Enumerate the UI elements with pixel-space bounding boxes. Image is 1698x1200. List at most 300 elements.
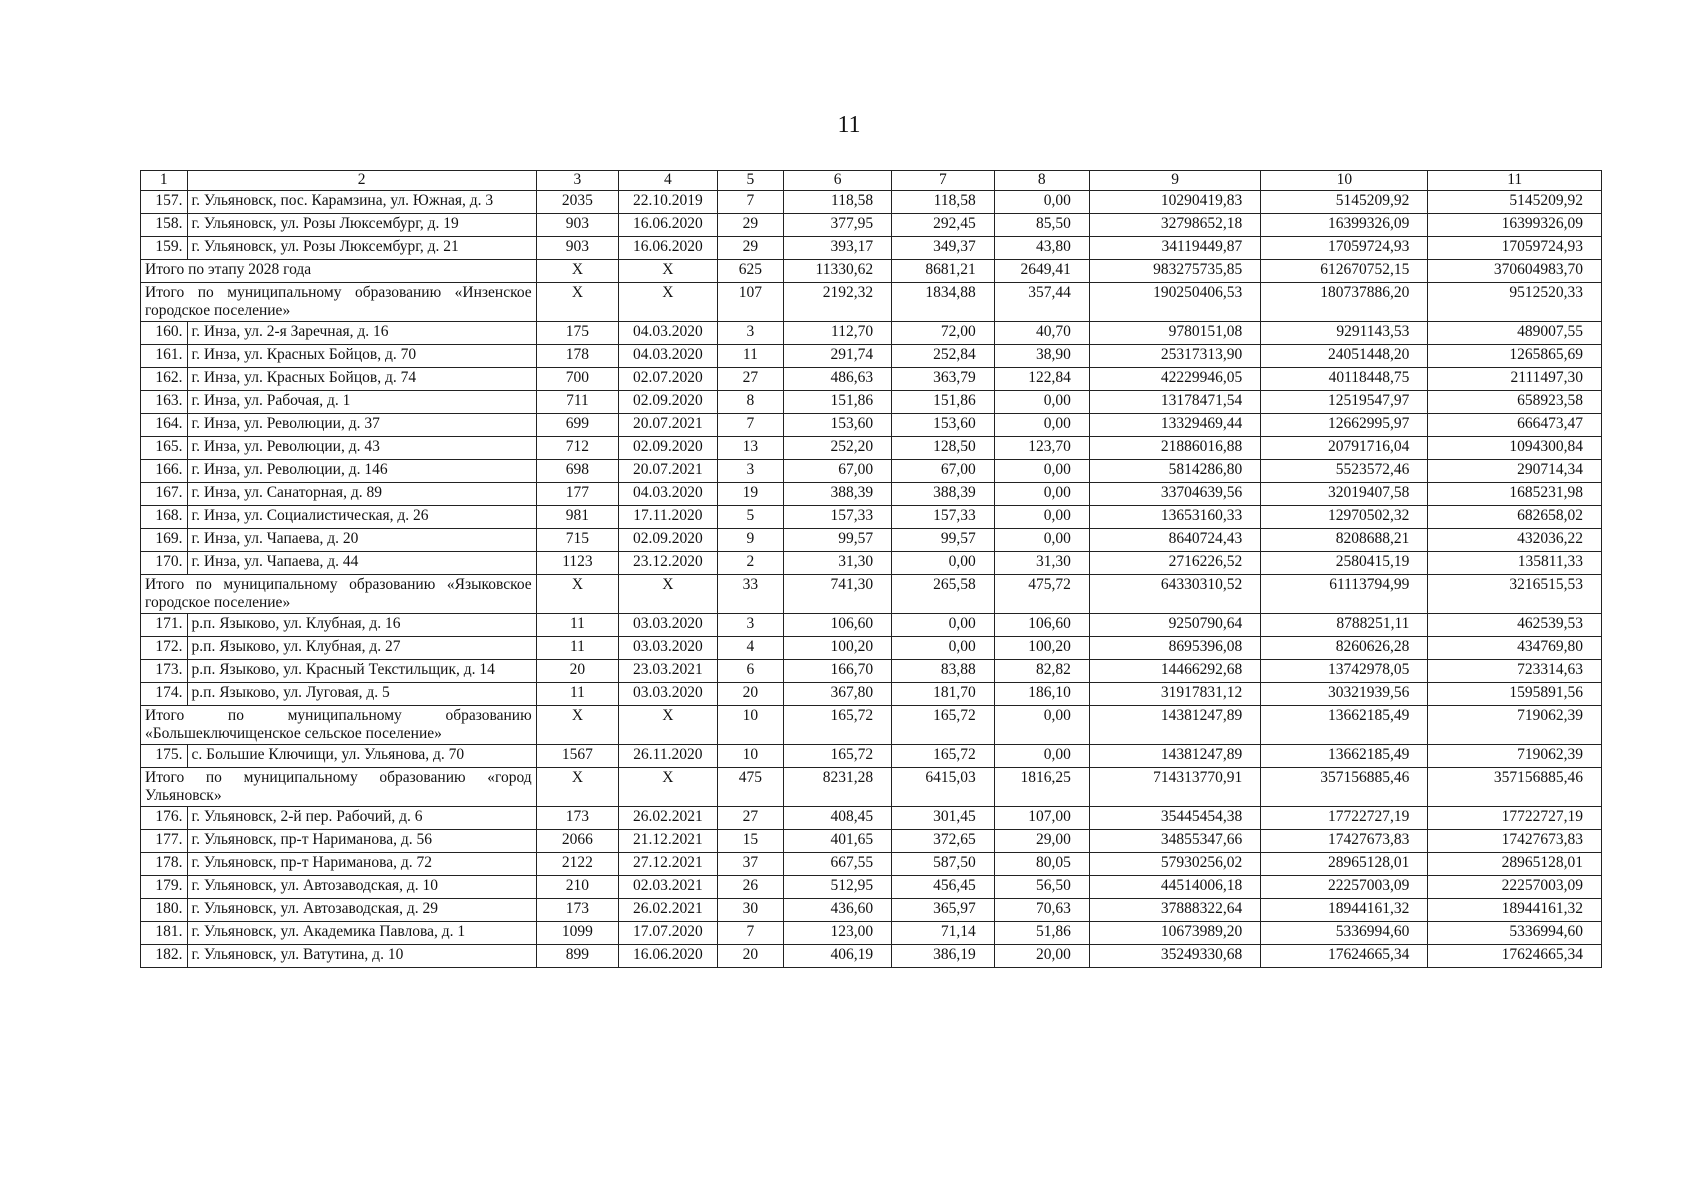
table-cell: 8788251,11 [1261,614,1428,637]
table-cell: 26 [717,876,784,899]
table-cell: 151,86 [784,391,892,414]
table-cell: 6415,03 [892,768,995,807]
table-cell: 99,57 [784,529,892,552]
table-cell: 14466292,68 [1089,660,1260,683]
table-cell: 365,97 [892,899,995,922]
table-cell: 172. [141,637,188,660]
table-cell: 04.03.2020 [619,322,717,345]
table-cell: 169. [141,529,188,552]
table-cell: 983275735,85 [1089,260,1260,283]
table-cell: 2716226,52 [1089,552,1260,575]
table-cell: 741,30 [784,575,892,614]
subtotal-row [141,706,1602,745]
table-cell: 489007,55 [1428,322,1602,345]
table-cell: 456,45 [892,876,995,899]
table-cell: 711 [536,391,619,414]
table-cell: 03.03.2020 [619,683,717,706]
table-cell: 349,37 [892,237,995,260]
table-cell: 82,82 [994,660,1089,683]
table-cell: 5336994,60 [1261,922,1428,945]
table-cell: 9250790,64 [1089,614,1260,637]
subtotal-label-cell: Итого по муниципальному образованию «Большеключищенское сельское поселение» [141,706,537,745]
table-cell: г. Ульяновск, пр-т Нариманова, д. 56 [187,830,536,853]
table-cell: г. Ульяновск, ул. Ватутина, д. 10 [187,945,536,968]
table-cell: 903 [536,214,619,237]
table-cell: 26.11.2020 [619,745,717,768]
table-cell: 2 [717,552,784,575]
table-cell: 17624665,34 [1428,945,1602,968]
table-cell: 8681,21 [892,260,995,283]
table-cell: 176. [141,807,188,830]
table-cell: 23.12.2020 [619,552,717,575]
table-cell: 26.02.2021 [619,899,717,922]
table-cell: 165. [141,437,188,460]
table-cell: 20791716,04 [1261,437,1428,460]
table-cell: 9291143,53 [1261,322,1428,345]
table-cell: 174. [141,683,188,706]
table-cell: г. Ульяновск, пр-т Нариманова, д. 72 [187,853,536,876]
table-cell: 11 [717,345,784,368]
table-cell: 171. [141,614,188,637]
table-cell: 12519547,97 [1261,391,1428,414]
table-cell: 30321939,56 [1261,683,1428,706]
table-row [141,368,1602,391]
table-cell: 357156885,46 [1261,768,1428,807]
table-cell: 0,00 [994,706,1089,745]
table-cell: г. Ульяновск, 2-й пер. Рабочий, д. 6 [187,807,536,830]
column-header: 11 [1428,171,1602,191]
table-cell: 02.09.2020 [619,391,717,414]
subtotal-row [141,575,1602,614]
table-row [141,214,1602,237]
table-cell: 31,30 [784,552,892,575]
table-cell: 123,00 [784,922,892,945]
table-cell: 179. [141,876,188,899]
table-cell: 107,00 [994,807,1089,830]
table-cell: 165,72 [784,706,892,745]
table-cell: 292,45 [892,214,995,237]
table-cell: 18944161,32 [1428,899,1602,922]
table-cell: 0,00 [994,191,1089,214]
table-cell: 9512520,33 [1428,283,1602,322]
table-cell: 16399326,09 [1428,214,1602,237]
table-cell: 28965128,01 [1261,853,1428,876]
table-cell: 14381247,89 [1089,706,1260,745]
table-cell: 19 [717,483,784,506]
table-cell: 20,00 [994,945,1089,968]
table-cell: 1685231,98 [1428,483,1602,506]
table-cell: 17059724,93 [1261,237,1428,260]
table-row [141,552,1602,575]
table-row [141,391,1602,414]
table-cell: г. Инза, ул. Революции, д. 146 [187,460,536,483]
table-cell: 83,88 [892,660,995,683]
table-cell: 393,17 [784,237,892,260]
table-cell: 625 [717,260,784,283]
subtotal-label-cell: Итого по муниципальному образованию «Инзенское городское поселение» [141,283,537,322]
subtotal-row [141,260,1602,283]
table-cell: 61113794,99 [1261,575,1428,614]
table-row [141,637,1602,660]
table-cell: 173 [536,899,619,922]
table-row [141,922,1602,945]
table-cell: 20 [536,660,619,683]
table-row [141,437,1602,460]
table-cell: 5814286,80 [1089,460,1260,483]
table-cell: 386,19 [892,945,995,968]
table-cell: 186,10 [994,683,1089,706]
table-cell: 180737886,20 [1261,283,1428,322]
table-cell: 43,80 [994,237,1089,260]
table-cell: 106,60 [994,614,1089,637]
table-cell: 13662185,49 [1261,706,1428,745]
table-cell: 27.12.2021 [619,853,717,876]
subtotal-row [141,768,1602,807]
table-cell: 10290419,83 [1089,191,1260,214]
table-cell: 17624665,34 [1261,945,1428,968]
table-cell: 32798652,18 [1089,214,1260,237]
subtotal-label-cell: Итого по этапу 2028 года [141,260,537,283]
table-cell: г. Ульяновск, ул. Академика Павлова, д. 1 [187,922,536,945]
table-cell: 20.07.2021 [619,414,717,437]
table-cell: 2192,32 [784,283,892,322]
table-cell: 6 [717,660,784,683]
subtotal-label-cell: Итого по муниципальному образованию «город Ульяновск» [141,768,537,807]
table-cell: 1094300,84 [1428,437,1602,460]
table-cell: г. Ульяновск, пос. Карамзина, ул. Южная, д. 3 [187,191,536,214]
table-cell: 10673989,20 [1089,922,1260,945]
table-cell: 377,95 [784,214,892,237]
table-cell: 67,00 [784,460,892,483]
table-cell: 35249330,68 [1089,945,1260,968]
table-cell: г. Ульяновск, ул. Автозаводская, д. 10 [187,876,536,899]
column-header: 6 [784,171,892,191]
table-cell: 190250406,53 [1089,283,1260,322]
table-cell: X [536,575,619,614]
table-cell: 128,50 [892,437,995,460]
table-row [141,191,1602,214]
table-cell: 27 [717,807,784,830]
table-cell: 290714,34 [1428,460,1602,483]
table-cell: 370604983,70 [1428,260,1602,283]
table-cell: 981 [536,506,619,529]
table-cell: г. Ульяновск, ул. Розы Люксембург, д. 21 [187,237,536,260]
table-cell: 22257003,09 [1428,876,1602,899]
column-header: 5 [717,171,784,191]
table-cell: 03.03.2020 [619,614,717,637]
column-header: 1 [141,171,188,191]
table-body [141,191,1602,968]
table-cell: г. Инза, ул. Красных Бойцов, д. 70 [187,345,536,368]
table-row [141,899,1602,922]
table-cell: 11 [536,614,619,637]
table-cell: 475 [717,768,784,807]
table-row [141,660,1602,683]
table-cell: 903 [536,237,619,260]
table-cell: X [536,283,619,322]
table-cell: 408,45 [784,807,892,830]
table-cell: 475,72 [994,575,1089,614]
table-cell: 698 [536,460,619,483]
table-cell: 175 [536,322,619,345]
table-cell: 2066 [536,830,619,853]
table-cell: 723314,63 [1428,660,1602,683]
table-cell: 118,58 [892,191,995,214]
table-cell: 37888322,64 [1089,899,1260,922]
table-cell: 02.09.2020 [619,529,717,552]
table-cell: 434769,80 [1428,637,1602,660]
table-cell: 16399326,09 [1261,214,1428,237]
table-cell: 1265865,69 [1428,345,1602,368]
subtotal-row [141,283,1602,322]
table-cell: 17427673,83 [1261,830,1428,853]
table-cell: 166. [141,460,188,483]
table-cell: 666473,47 [1428,414,1602,437]
table-cell: г. Инза, ул. Социалистическая, д. 26 [187,506,536,529]
table-cell: 21.12.2021 [619,830,717,853]
table-cell: г. Инза, ул. Революции, д. 43 [187,437,536,460]
table-cell: 0,00 [892,637,995,660]
column-header: 7 [892,171,995,191]
table-cell: г. Инза, ул. Революции, д. 37 [187,414,536,437]
table-cell: 31,30 [994,552,1089,575]
table-cell: 38,90 [994,345,1089,368]
table-cell: 0,00 [994,506,1089,529]
table-cell: 291,74 [784,345,892,368]
column-header: 10 [1261,171,1428,191]
table-row [141,745,1602,768]
table-cell: 682658,02 [1428,506,1602,529]
table-cell: 3 [717,460,784,483]
table-cell: 163. [141,391,188,414]
table-cell: 486,63 [784,368,892,391]
table-cell: 512,95 [784,876,892,899]
table-cell: 67,00 [892,460,995,483]
table-cell: 159. [141,237,188,260]
table-cell: 11 [536,683,619,706]
table-cell: 265,58 [892,575,995,614]
table-cell: 712 [536,437,619,460]
table-cell: 5336994,60 [1428,922,1602,945]
table-cell: 118,58 [784,191,892,214]
table-cell: 17427673,83 [1428,830,1602,853]
table-cell: 22257003,09 [1261,876,1428,899]
column-header: 2 [187,171,536,191]
table-cell: 2122 [536,853,619,876]
table-cell: 99,57 [892,529,995,552]
table-cell: 13742978,05 [1261,660,1428,683]
table-cell: 123,70 [994,437,1089,460]
table-cell: 04.03.2020 [619,345,717,368]
table-cell: 11 [536,637,619,660]
table-cell: 24051448,20 [1261,345,1428,368]
table-cell: 0,00 [994,460,1089,483]
table-cell: 17722727,19 [1428,807,1602,830]
table-cell: 18944161,32 [1261,899,1428,922]
table-cell: 367,80 [784,683,892,706]
table-cell: 13 [717,437,784,460]
table-cell: 2580415,19 [1261,552,1428,575]
table-cell: г. Инза, ул. Санаторная, д. 89 [187,483,536,506]
table-cell: г. Ульяновск, ул. Автозаводская, д. 29 [187,899,536,922]
table-cell: 40,70 [994,322,1089,345]
table-cell: 12970502,32 [1261,506,1428,529]
table-row [141,414,1602,437]
table-cell: 03.03.2020 [619,637,717,660]
table-cell: 106,60 [784,614,892,637]
table-cell: 173 [536,807,619,830]
table-cell: р.п. Языково, ул. Клубная, д. 27 [187,637,536,660]
table-cell: р.п. Языково, ул. Луговая, д. 5 [187,683,536,706]
table-cell: 5145209,92 [1428,191,1602,214]
table-cell: 252,20 [784,437,892,460]
table-cell: 7 [717,922,784,945]
table-cell: 164. [141,414,188,437]
table-cell: 210 [536,876,619,899]
data-table [140,170,1602,968]
table-cell: 44514006,18 [1089,876,1260,899]
table-cell: 1099 [536,922,619,945]
table-cell: 5145209,92 [1261,191,1428,214]
table-cell: 8208688,21 [1261,529,1428,552]
table-cell: 22.10.2019 [619,191,717,214]
table-cell: 719062,39 [1428,706,1602,745]
table-cell: 0,00 [994,391,1089,414]
table-cell: 34119449,87 [1089,237,1260,260]
table-cell: 57930256,02 [1089,853,1260,876]
table-cell: 715 [536,529,619,552]
table-cell: 135811,33 [1428,552,1602,575]
table-cell: X [619,768,717,807]
table-cell: 02.03.2021 [619,876,717,899]
table-cell: 401,65 [784,830,892,853]
table-cell: 10 [717,745,784,768]
table-cell: 56,50 [994,876,1089,899]
table-cell: 1816,25 [994,768,1089,807]
table-cell: 112,70 [784,322,892,345]
column-header: 8 [994,171,1089,191]
table-cell: 162. [141,368,188,391]
table-cell: 177. [141,830,188,853]
table-cell: 3 [717,322,784,345]
table-row [141,237,1602,260]
table-row [141,345,1602,368]
table-cell: 71,14 [892,922,995,945]
table-cell: 107 [717,283,784,322]
table-cell: 35445454,38 [1089,807,1260,830]
table-cell: 157,33 [784,506,892,529]
table-cell: 13662185,49 [1261,745,1428,768]
table-row [141,483,1602,506]
table-cell: 23.03.2021 [619,660,717,683]
table-cell: г. Инза, ул. Красных Бойцов, д. 74 [187,368,536,391]
table-row [141,853,1602,876]
table-cell: 899 [536,945,619,968]
table-cell: 1834,88 [892,283,995,322]
table-row [141,322,1602,345]
table-cell: 1595891,56 [1428,683,1602,706]
table-cell: 714313770,91 [1089,768,1260,807]
subtotal-label-cell: Итого по муниципальному образованию «Языковское городское поселение» [141,575,537,614]
table-cell: X [536,768,619,807]
table-cell: 719062,39 [1428,745,1602,768]
table-cell: 3216515,53 [1428,575,1602,614]
table-cell: 1123 [536,552,619,575]
table-cell: 388,39 [892,483,995,506]
table-cell: 17.11.2020 [619,506,717,529]
table-cell: 33 [717,575,784,614]
table-cell: г. Ульяновск, ул. Розы Люксембург, д. 19 [187,214,536,237]
table-cell: 181,70 [892,683,995,706]
table-cell: г. Инза, ул. Чапаева, д. 44 [187,552,536,575]
table-cell: 1567 [536,745,619,768]
table-cell: 436,60 [784,899,892,922]
table-cell: 100,20 [994,637,1089,660]
table-cell: 165,72 [892,706,995,745]
table-cell: 17722727,19 [1261,807,1428,830]
table-cell: г. Инза, ул. Чапаева, д. 20 [187,529,536,552]
table-cell: г. Инза, ул. Рабочая, д. 1 [187,391,536,414]
table-cell: 14381247,89 [1089,745,1260,768]
table-cell: 0,00 [892,552,995,575]
table-cell: г. Инза, ул. 2-я Заречная, д. 16 [187,322,536,345]
table-cell: X [619,260,717,283]
table-cell: 13178471,54 [1089,391,1260,414]
table-cell: 16.06.2020 [619,237,717,260]
table-cell: 9780151,08 [1089,322,1260,345]
table-row [141,683,1602,706]
table-cell: 166,70 [784,660,892,683]
table-cell: 27 [717,368,784,391]
table-cell: 40118448,75 [1261,368,1428,391]
table-cell: 12662995,97 [1261,414,1428,437]
table-row [141,460,1602,483]
table-cell: 02.07.2020 [619,368,717,391]
page-number: 11 [837,112,861,138]
table-cell: 301,45 [892,807,995,830]
table-row [141,830,1602,853]
table-cell: 5 [717,506,784,529]
table-cell: 32019407,58 [1261,483,1428,506]
table-cell: 7 [717,191,784,214]
table-header [141,171,1602,191]
table-cell: 13329469,44 [1089,414,1260,437]
table-row [141,807,1602,830]
table-cell: 31917831,12 [1089,683,1260,706]
table-cell: 64330310,52 [1089,575,1260,614]
table-cell: 51,86 [994,922,1089,945]
table-cell: 37 [717,853,784,876]
table-cell: 02.09.2020 [619,437,717,460]
table-cell: 0,00 [994,414,1089,437]
table-cell: 700 [536,368,619,391]
table-cell: 178. [141,853,188,876]
table-cell: 357,44 [994,283,1089,322]
table-cell: р.п. Языково, ул. Клубная, д. 16 [187,614,536,637]
table-cell: 20.07.2021 [619,460,717,483]
table-cell: 7 [717,414,784,437]
table-cell: 17.07.2020 [619,922,717,945]
table-cell: 363,79 [892,368,995,391]
table-cell: 175. [141,745,188,768]
table-cell: 20 [717,683,784,706]
table-cell: 72,00 [892,322,995,345]
table-cell: X [619,283,717,322]
table-cell: 80,05 [994,853,1089,876]
column-header: 4 [619,171,717,191]
table-cell: 182. [141,945,188,968]
table-cell: 20 [717,945,784,968]
